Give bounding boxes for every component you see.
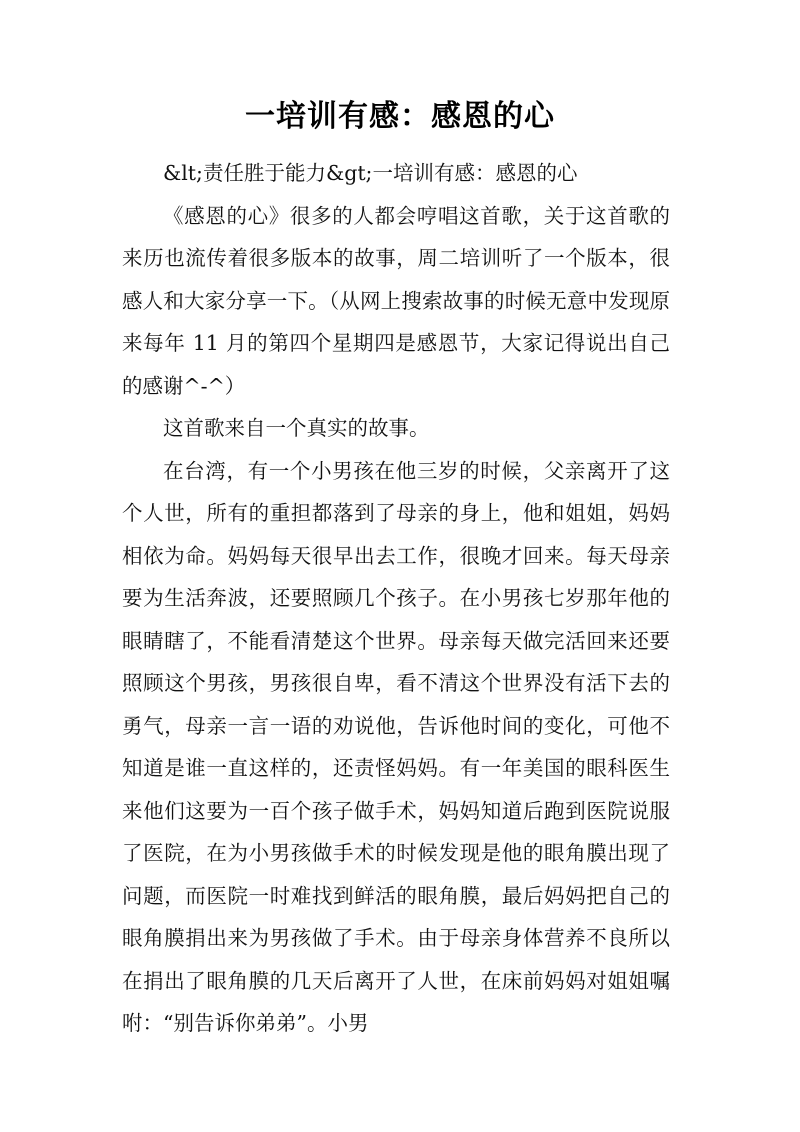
- paragraph-source: 这首歌来自一个真实的故事。: [163, 416, 430, 440]
- paragraph-story: 在台湾，有一个小男孩在他三岁的时候，父亲离开了这个人世，所有的重担都落到了母亲的身上，他和姐姐，妈妈相依为命。妈妈每天很早出去工作，很晚才回来。每天母亲要为生活奔波，还要照顾几个孩子。在小男孩七岁那年他的眼睛瞎了，不能看清楚这个世界。母亲每天做完活回来还要照顾这个男孩，男孩很自卑，看不清这个世界没有活下去的勇气，母亲一言一语的劝说他，告诉他时间的变化，可他不知道是谁一直这样的，还责怪妈妈。有一年美国的眼科医生来他们这要为一百个孩子做手术，妈妈知道后跑到医院说服了医院，在为小男孩做手术的时候发现是他的眼角膜出现了问题，而医院一时难找到鲜活的眼角膜，最后妈妈把自己的眼角膜捐出来为男孩做了手术。由于母亲身体营养不良所以在捐出了眼角膜的几天后离开了人世，在床前妈妈对姐姐嘱咐：“别告诉你弟弟”。小男: [122, 458, 670, 1035]
- document-body: [122, 152, 670, 1045]
- document-title: 一培训有感：感恩的心: [245, 99, 555, 134]
- paragraph-intro: 《感恩的心》很多的人都会哼唱这首歌，关于这首歌的来历也流传着很多版本的故事，周二培训听了一个版本，很感人和大家分享一下。（从网上搜索故事的时候无意中发现原来每年 11 月的第四个星期四是感恩节，大家记得说出自己的感谢^-^）: [122, 203, 670, 398]
- paragraph-subtitle: &lt;责任胜于能力&gt;一培训有感：感恩的心: [163, 161, 578, 185]
